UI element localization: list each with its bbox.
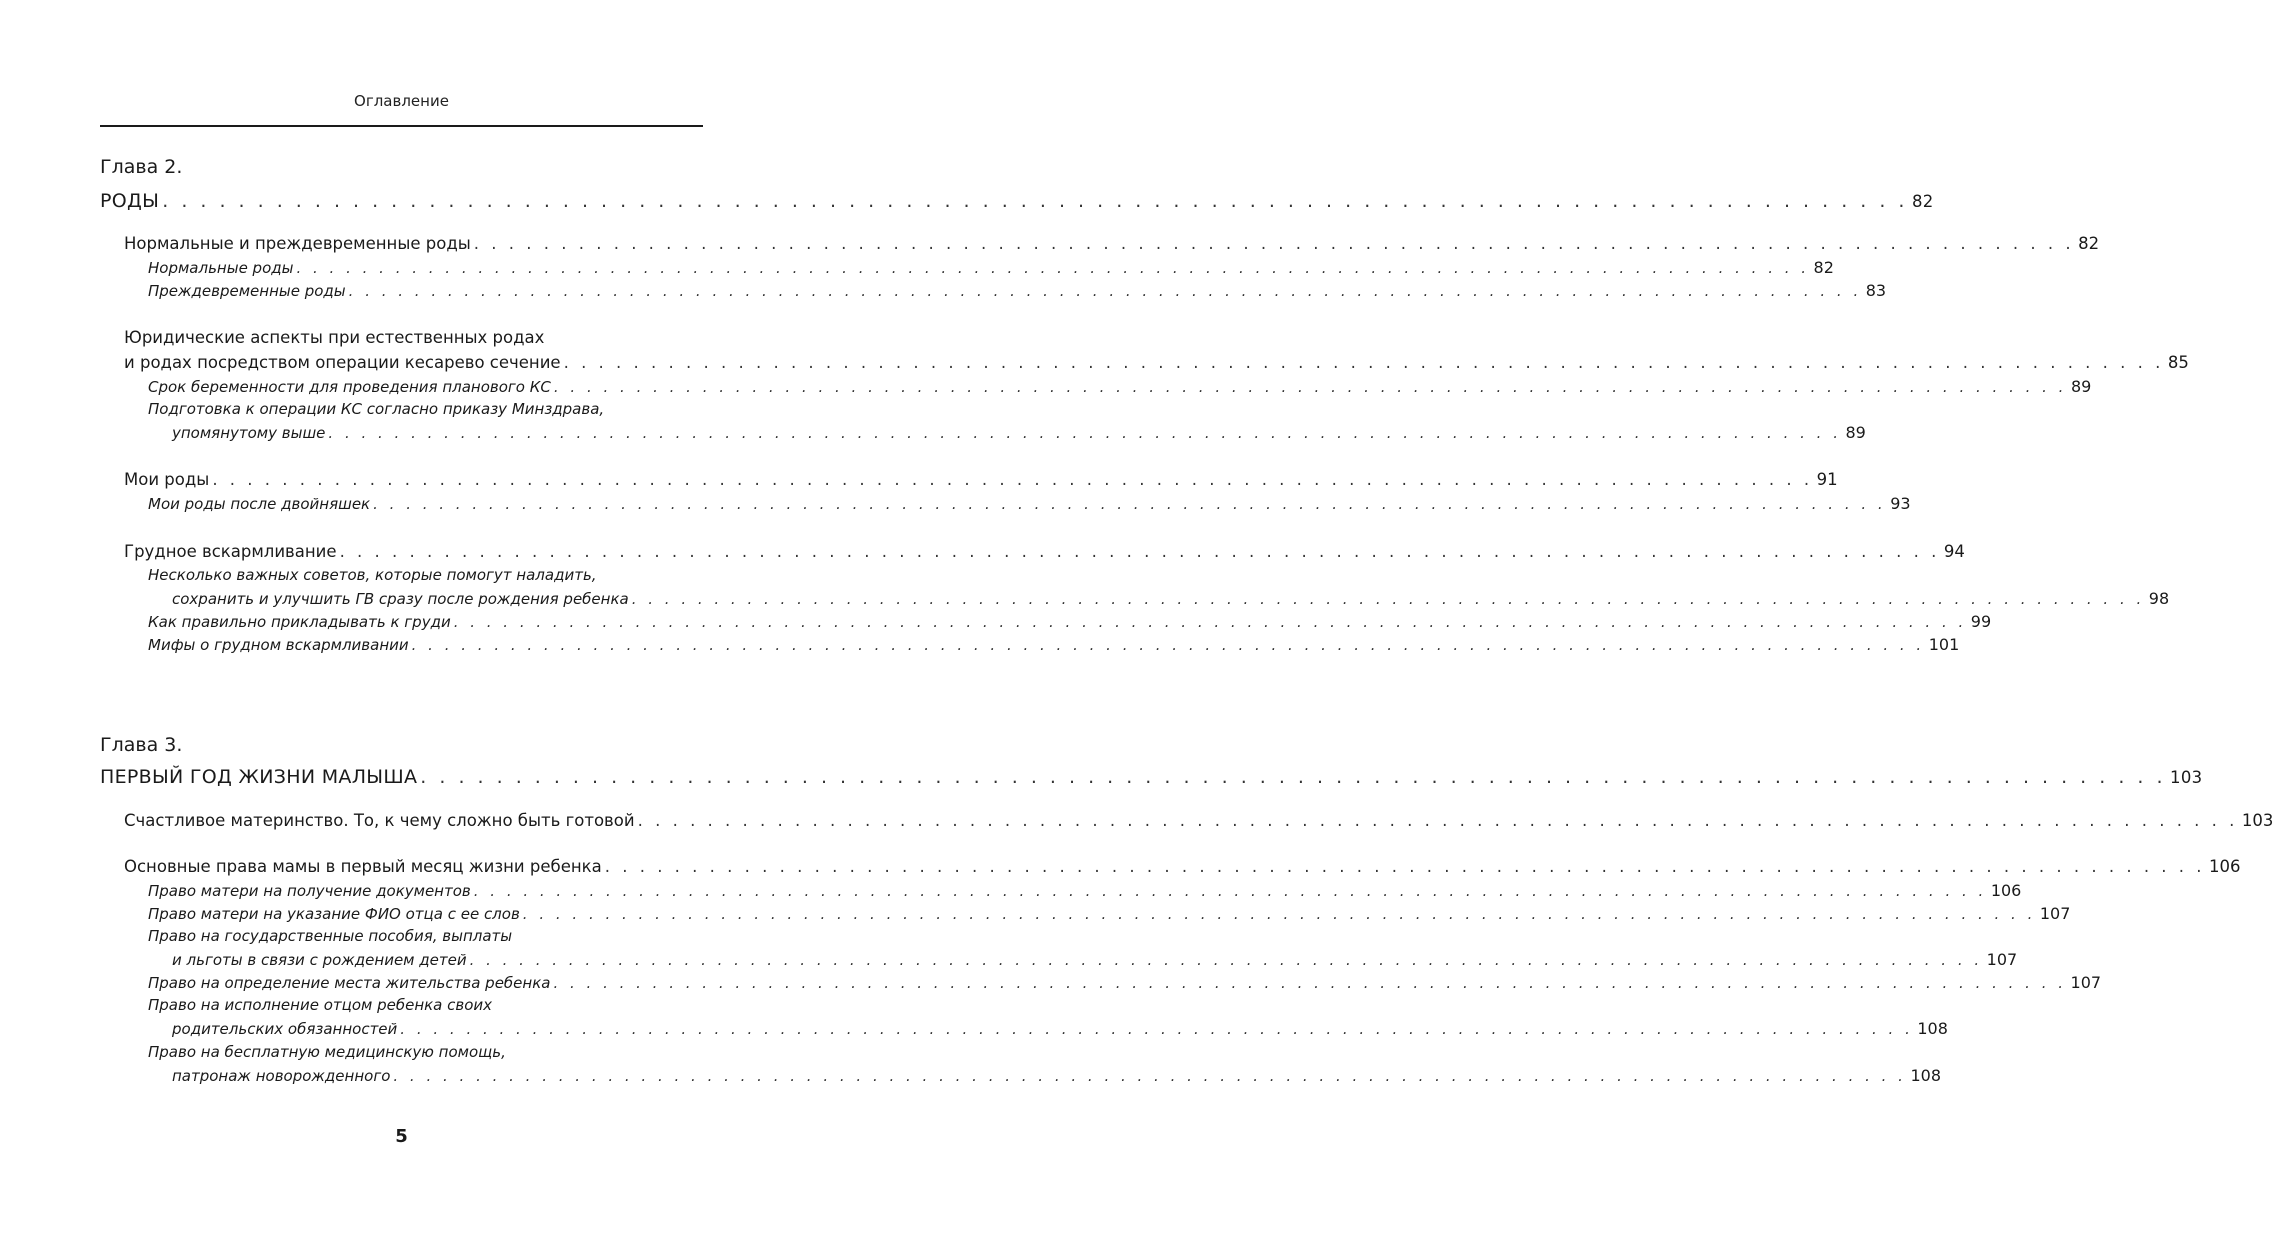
toc-entry-page: 107: [2070, 973, 2102, 992]
dot-leader: . . . . . . . . . . . . . . . . . . . . . . . . . . . . . . . . . . . . . . . . . . . . . . . . . . . . . . . . . . . . . . . . . . . . . . . . . . . . . . . . . . . . . . . . . . . .: [411, 636, 1925, 654]
toc-entry-normal-births[interactable]: [148, 258, 1834, 277]
toc-entry-page: 83: [1865, 281, 1887, 300]
toc-entry-premature-births[interactable]: [148, 281, 1887, 300]
dot-leader: . . . . . . . . . . . . . . . . . . . . . . . . . . . . . . . . . . . . . . . . . . . . . . . . . . . . . . . . . . . . . . . . . . . . . . . . . . . . . . . . . . . . . . . . . . . .: [339, 542, 1940, 561]
toc-entry-page: 106: [1990, 881, 2022, 900]
page-number: 5: [395, 1126, 408, 1147]
toc-entry-right-documents[interactable]: [148, 881, 2022, 900]
dot-leader: . . . . . . . . . . . . . . . . . . . . . . . . . . . . . . . . . . . . . . . . . . . . . . . . . . . . . . . . . . . . . . . . . . . . . . . . . . . . . . . . . . . . . . . . . . . .: [631, 590, 2145, 608]
toc-entry-my-births[interactable]: [124, 470, 1838, 489]
toc-entry-right-father-duties[interactable]: [172, 1019, 1948, 1038]
toc-entry-mother-rights[interactable]: [124, 857, 2241, 876]
toc-entry-title: Мифы о грудном вскармливании: [148, 636, 409, 654]
toc-entry-page: 99: [1970, 612, 1992, 631]
toc-entry-title: патронаж новорожденного: [172, 1067, 391, 1085]
toc-entry-title: ПЕРВЫЙ ГОД ЖИЗНИ МАЛЫША: [100, 766, 418, 788]
toc-entry-right-medical-care-line1[interactable]: Право на бесплатную медицинскую помощь,: [148, 1043, 506, 1061]
toc-entry-right-father-name[interactable]: [148, 904, 2071, 923]
toc-entry-page: 98: [2148, 589, 2170, 608]
dot-leader: . . . . . . . . . . . . . . . . . . . . . . . . . . . . . . . . . . . . . . . . . . . . . . . . . . . . . . . . . . . . . . . . . . . . . . . . . . . . . . . . . . . . . . . . . . . .: [393, 1067, 1907, 1085]
dot-leader: . . . . . . . . . . . . . . . . . . . . . . . . . . . . . . . . . . . . . . . . . . . . . . . . . . . . . . . . . . . . . . . . . . . . . . . . . . . . . . . . . . . . . . . . . . . .: [637, 811, 2238, 830]
toc-entry-latching[interactable]: [148, 612, 1992, 631]
toc-entry-chapter-3[interactable]: [100, 766, 2203, 788]
toc-entry-title: упомянутому выше: [172, 424, 326, 442]
toc-entry-title: Мои роды после двойняшек: [148, 495, 371, 513]
toc-entry-title: Мои роды: [124, 470, 210, 489]
toc-entry-chapter-2[interactable]: [100, 190, 1934, 212]
dot-leader: . . . . . . . . . . . . . . . . . . . . . . . . . . . . . . . . . . . . . . . . . . . . . . . . . . . . . . . . . . . . . . . . . . . . . . . . . . . . . . . . . . . . . . . . . . . .: [469, 951, 1983, 969]
dot-leader: . . . . . . . . . . . . . . . . . . . . . . . . . . . . . . . . . . . . . . . . . . . . . . . . . . . . . . . . . . . . . . . . . . . . . . . . . . . . . . . . . . . . . . . . . . . .: [473, 234, 2075, 253]
toc-entry-title: Право матери на получение документов: [148, 882, 471, 900]
toc-entry-title: и льготы в связи с рождением детей: [172, 951, 467, 969]
toc-entry-title: и родах посредством операции кесарево сечение: [124, 353, 561, 372]
toc-entry-right-benefits-line1[interactable]: Право на государственные пособия, выплаты: [148, 927, 513, 945]
toc-entry-breastfeeding-tips-line1[interactable]: Несколько важных советов, которые помогут наладить,: [148, 566, 597, 584]
dot-leader: . . . . . . . . . . . . . . . . . . . . . . . . . . . . . . . . . . . . . . . . . . . . . . . . . . . . . . . . . . . . . . . . . . . . . . . . . . . . . . . . . . . . . . . . . . . .: [348, 282, 1862, 300]
toc-entry-page: 103: [2170, 768, 2203, 787]
toc-entry-page: 107: [1986, 950, 2018, 969]
dot-leader: . . . . . . . . . . . . . . . . . . . . . . . . . . . . . . . . . . . . . . . . . . . . . . . . . . . . . . . . . . . . . . . . . . . . . . . . . . . . . . . . . . . . . . . . . . . .: [296, 259, 1810, 277]
toc-entry-page: 85: [2167, 353, 2189, 372]
toc-entry-page: 94: [1943, 542, 1965, 561]
toc-entry-page: 108: [1910, 1066, 1941, 1085]
toc-entry-breastfeeding-myths[interactable]: [148, 635, 1960, 654]
toc-entry-title: Право на определение места жительства ребенка: [148, 974, 551, 992]
toc-entry-page: 82: [2078, 234, 2100, 253]
toc-entry-cs-preparation[interactable]: [172, 423, 1866, 442]
dot-leader: . . . . . . . . . . . . . . . . . . . . . . . . . . . . . . . . . . . . . . . . . . . . . . . . . . . . . . . . . . . . . . . . . . . . . . . . . . . . . . . . . . . . . . . . . . . .: [604, 857, 2206, 876]
dot-leader: . . . . . . . . . . . . . . . . . . . . . . . . . . . . . . . . . . . . . . . . . . . . . . . . . . . . . . . . . . . . . . . . . . . . . . . . . . . . . . . . . . . . . . . . . . . .: [553, 378, 2067, 396]
toc-entry-title: Грудное вскармливание: [124, 542, 337, 561]
chapter-2-label: Глава 2.: [100, 156, 183, 178]
running-header: Оглавление: [354, 92, 449, 110]
toc-entry-title: Нормальные и преждевременные роды: [124, 234, 471, 253]
toc-entry-page: 108: [1917, 1019, 1948, 1038]
toc-entry-title: Срок беременности для проведения планового КС: [148, 378, 551, 396]
dot-leader: . . . . . . . . . . . . . . . . . . . . . . . . . . . . . . . . . . . . . . . . . . . . . . . . . . . . . . . . . . . . . . . . . . . . . . . . . . . . . . . . . . . . . . . . . . . .: [162, 190, 1908, 212]
toc-entry-page: 107: [2039, 904, 2071, 923]
dot-leader: . . . . . . . . . . . . . . . . . . . . . . . . . . . . . . . . . . . . . . . . . . . . . . . . . . . . . . . . . . . . . . . . . . . . . . . . . . . . . . . . . . . . . . . . . . . .: [420, 766, 2167, 788]
dot-leader: . . . . . . . . . . . . . . . . . . . . . . . . . . . . . . . . . . . . . . . . . . . . . . . . . . . . . . . . . . . . . . . . . . . . . . . . . . . . . . . . . . . . . . . . . . . .: [453, 613, 1967, 631]
toc-entry-my-births-after-twins[interactable]: [148, 494, 1911, 513]
toc-entry-right-benefits[interactable]: [172, 950, 2018, 969]
dot-leader: . . . . . . . . . . . . . . . . . . . . . . . . . . . . . . . . . . . . . . . . . . . . . . . . . . . . . . . . . . . . . . . . . . . . . . . . . . . . . . . . . . . . . . . . . . . .: [563, 353, 2164, 372]
toc-entry-title: Счастливое материнство. То, к чему сложно быть готовой: [124, 811, 635, 830]
toc-entry-page: 106: [2209, 857, 2241, 876]
toc-entry-page: 101: [1928, 635, 1960, 654]
toc-entry-page: 93: [1890, 494, 1911, 513]
toc-entry-page: 82: [1911, 192, 1934, 211]
dot-leader: . . . . . . . . . . . . . . . . . . . . . . . . . . . . . . . . . . . . . . . . . . . . . . . . . . . . . . . . . . . . . . . . . . . . . . . . . . . . . . . . . . . . . . . . . . . .: [522, 905, 2036, 923]
toc-entry-page: 82: [1813, 258, 1834, 277]
toc-entry-happy-motherhood[interactable]: [124, 811, 2273, 830]
toc-entry-page: 89: [1845, 423, 1866, 442]
toc-entry-title: РОДЫ: [100, 190, 160, 212]
toc-entry-page: 89: [2070, 377, 2092, 396]
toc-entry-breastfeeding-tips[interactable]: [172, 589, 2170, 608]
chapter-3-label: Глава 3.: [100, 734, 183, 756]
toc-entry-title: Нормальные роды: [148, 259, 294, 277]
header-rule: [100, 125, 703, 127]
toc-entry-breastfeeding[interactable]: [124, 542, 1965, 561]
toc-entry-right-medical-care[interactable]: [172, 1066, 1941, 1085]
toc-entry-title: сохранить и улучшить ГВ сразу после рождения ребенка: [172, 590, 629, 608]
toc-entry-legal-aspects-line1[interactable]: Юридические аспекты при естественных родах: [124, 328, 545, 347]
dot-leader: . . . . . . . . . . . . . . . . . . . . . . . . . . . . . . . . . . . . . . . . . . . . . . . . . . . . . . . . . . . . . . . . . . . . . . . . . . . . . . . . . . . . . . . . . . . .: [400, 1020, 1914, 1038]
toc-entry-right-father-duties-line1[interactable]: Право на исполнение отцом ребенка своих: [148, 996, 493, 1014]
toc-entry-cs-preparation-line1[interactable]: Подготовка к операции КС согласно приказу Минздрава,: [148, 400, 605, 418]
toc-entry-title: Преждевременные роды: [148, 282, 346, 300]
dot-leader: . . . . . . . . . . . . . . . . . . . . . . . . . . . . . . . . . . . . . . . . . . . . . . . . . . . . . . . . . . . . . . . . . . . . . . . . . . . . . . . . . . . . . . . . . . . .: [373, 495, 1887, 513]
toc-entry-planned-cs-term[interactable]: [148, 377, 2092, 396]
toc-entry-title: Как правильно прикладывать к груди: [148, 613, 451, 631]
toc-entry-page: 91: [1816, 470, 1838, 489]
toc-entry-title: Право матери на указание ФИО отца с ее слов: [148, 905, 520, 923]
toc-entry-title: родительских обязанностей: [172, 1020, 398, 1038]
toc-entry-normal-premature-births[interactable]: [124, 234, 2100, 253]
toc-entry-legal-aspects[interactable]: [124, 353, 2189, 372]
dot-leader: . . . . . . . . . . . . . . . . . . . . . . . . . . . . . . . . . . . . . . . . . . . . . . . . . . . . . . . . . . . . . . . . . . . . . . . . . . . . . . . . . . . . . . . . . . . .: [328, 424, 1842, 442]
toc-entry-right-residence[interactable]: [148, 973, 2102, 992]
dot-leader: . . . . . . . . . . . . . . . . . . . . . . . . . . . . . . . . . . . . . . . . . . . . . . . . . . . . . . . . . . . . . . . . . . . . . . . . . . . . . . . . . . . . . . . . . . . .: [473, 882, 1987, 900]
dot-leader: . . . . . . . . . . . . . . . . . . . . . . . . . . . . . . . . . . . . . . . . . . . . . . . . . . . . . . . . . . . . . . . . . . . . . . . . . . . . . . . . . . . . . . . . . . . .: [553, 974, 2067, 992]
toc-entry-page: 103: [2241, 811, 2273, 830]
toc-entry-title: Основные права мамы в первый месяц жизни ребенка: [124, 857, 602, 876]
dot-leader: . . . . . . . . . . . . . . . . . . . . . . . . . . . . . . . . . . . . . . . . . . . . . . . . . . . . . . . . . . . . . . . . . . . . . . . . . . . . . . . . . . . . . . . . . . . .: [212, 470, 1813, 489]
